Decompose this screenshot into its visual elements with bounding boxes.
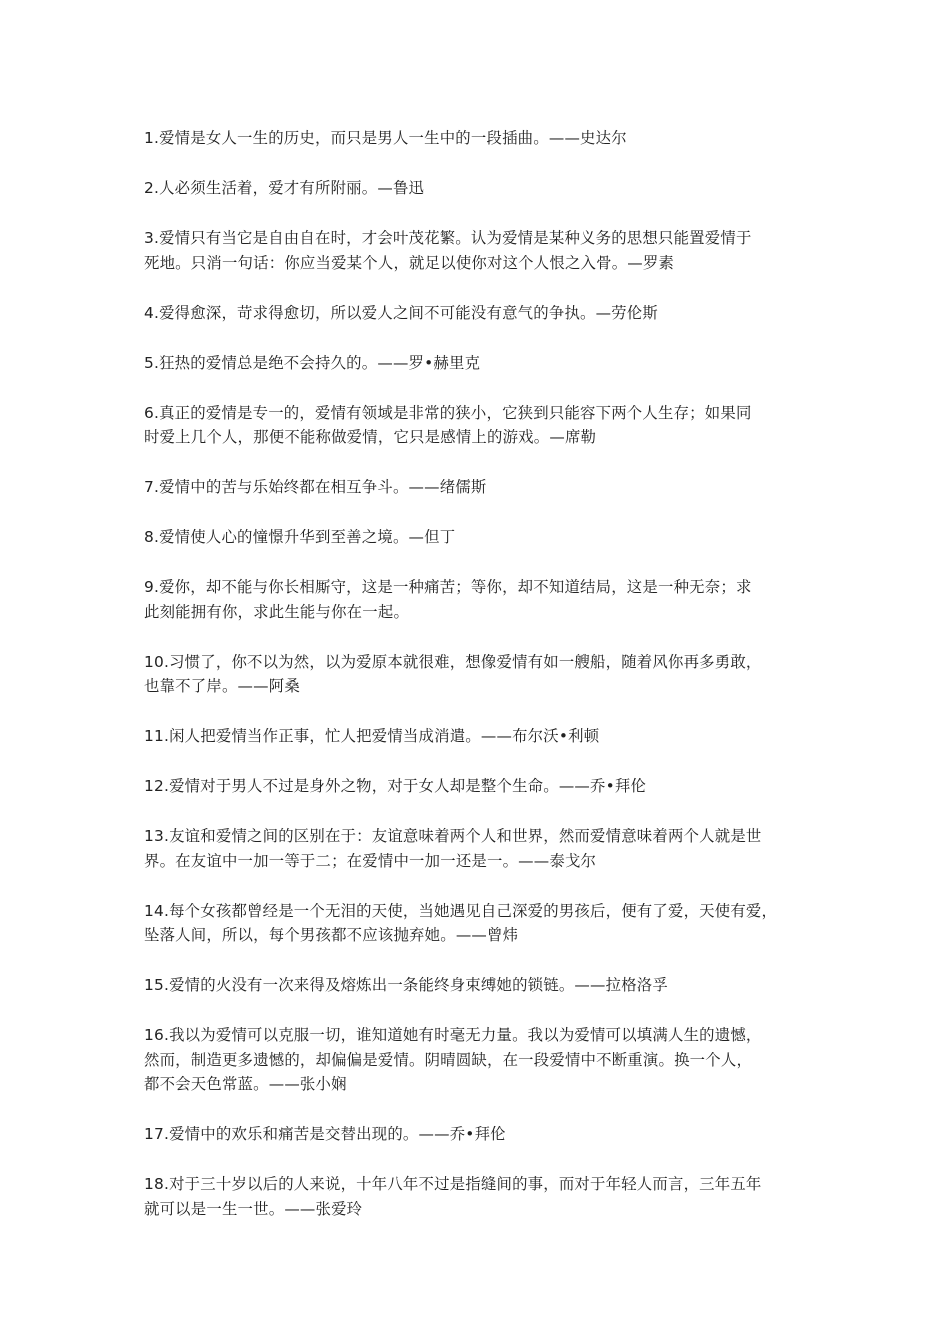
quote-item: 3.爱情只有当它是自由自在时，才会叶茂花繁。认为爱情是某种义务的思想只能置爱情于 死地。只消一句话：你应当爱某个人，就足以使你对这个人恨之入骨。—罗素 xyxy=(144,229,752,272)
quote-item: 7.爱情中的苦与乐始终都在相互争斗。——绪儒斯 xyxy=(144,478,487,496)
quote-item: 2.人必须生活着，爱才有所附丽。—鲁迅 xyxy=(144,179,425,197)
quote-item: 10.习惯了，你不以为然，以为爱原本就很难，想像爱情有如一艘船，随着风你再多勇敢， 也靠不了岸。——阿桑 xyxy=(144,652,762,695)
quote-item: 14.每个女孩都曾经是一个无泪的天使，当她遇见自己深爱的男孩后，便有了爱，天使有爱， 坠落人间，所以，每个男孩都不应该抛弃她。——曾炜 xyxy=(144,901,778,944)
quote-item: 5.狂热的爱情总是绝不会持久的。——罗•赫里克 xyxy=(144,353,481,372)
quote-item: 13.友谊和爱情之间的区别在于：友谊意味着两个人和世界，然而爱情意味着两个人就是世 界。在友谊中一加一等于二；在爱情中一加一还是一。——泰戈尔 xyxy=(144,827,762,870)
quote-item: 11.闲人把爱情当作正事，忙人把爱情当成消遣。——布尔沃•利顿 xyxy=(144,727,600,745)
quote-item: 1.爱情是女人一生的历史，而只是男人一生中的一段插曲。——史达尔 xyxy=(144,129,627,147)
quote-item: 9.爱你，却不能与你长相厮守，这是一种痛苦；等你，却不知道结局，这是一种无奈；求 此刻能拥有你，求此生能与你在一起。 xyxy=(144,578,752,621)
quote-item: 16.我以为爱情可以克服一切，谁知道她有时毫无力量。我以为爱情可以填满人生的遗憾， 然而，制造更多遗憾的，却偏偏是爱情。阴晴圆缺，在一段爱情中不断重演。换一个人， 都不会天色常蓝。——张小娴 xyxy=(144,1026,762,1093)
quote-item: 12.爱情对于男人不过是身外之物，对于女人却是整个生命。——乔•拜伦 xyxy=(144,777,647,795)
quote-list xyxy=(144,126,812,1221)
quote-item: 15.爱情的火没有一次来得及熔炼出一条能终身束缚她的锁链。——拉格洛孚 xyxy=(144,976,668,994)
quote-item: 6.真正的爱情是专一的，爱情有领域是非常的狭小，它狭到只能容下两个人生存；如果同 时爱上几个人，那便不能称做爱情，它只是感情上的游戏。—席勒 xyxy=(144,403,752,446)
quote-item: 8.爱情使人心的憧憬升华到至善之境。—但丁 xyxy=(144,528,456,546)
quote-item: 4.爱得愈深，苛求得愈切，所以爱人之间不可能没有意气的争执。—劳伦斯 xyxy=(144,303,658,322)
quote-item: 17.爱情中的欢乐和痛苦是交替出现的。——乔•拜伦 xyxy=(144,1125,506,1143)
quote-item: 18.对于三十岁以后的人来说，十年八年不过是指缝间的事，而对于年轻人而言，三年五年 就可以是一生一世。——张爱玲 xyxy=(144,1175,762,1218)
